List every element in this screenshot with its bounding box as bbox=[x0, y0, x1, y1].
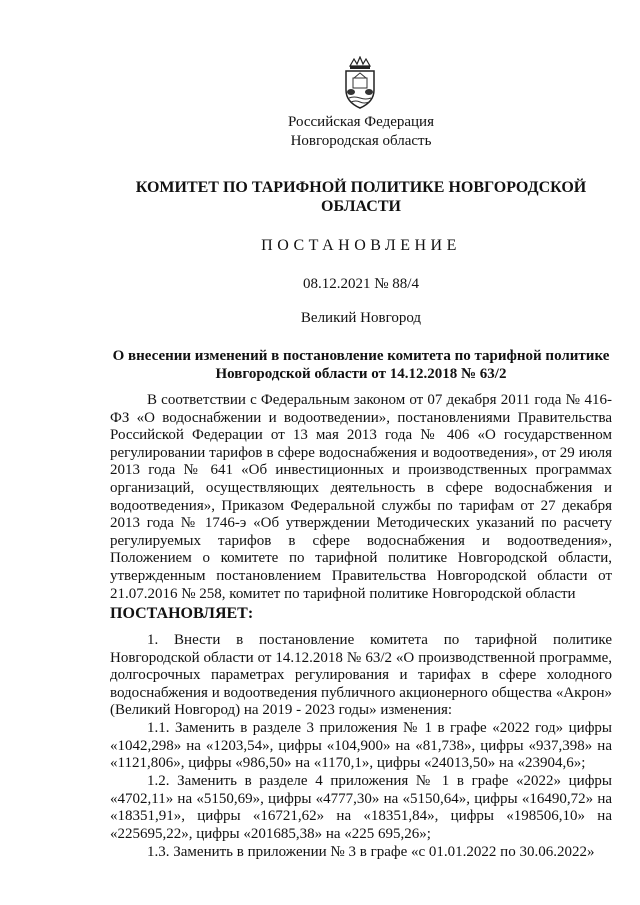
document-subject: О внесении изменений в постановление комитета по тарифной политике Новгородской области от 14.12.2018 № 63/2 bbox=[112, 348, 610, 382]
preamble-paragraph: В соответствии с Федеральным законом от 07 декабря 2011 года № 416-ФЗ «О водоснабжении и водоотведении», постановлениями Правительства Российской Федерации от 13 мая 2013 года № 406 «О государственном регулировании тарифов в сфере водоснабжения и водоотведения», от 29 июля 2013 года № 641 «Об инвестиционных и производственных программах организаций, осуществляющих деятельность в сфере водоснабжения и водоотведения», Приказом Федеральной службы по тарифам от 27 декабря 2013 года № 1746-э «Об утверждении Методических указаний по расчету регулируемых тарифов в сфере водоснабжения и водоотведения», Положением о комитете по тарифной политике Новгородской области, утвержденным постановлением Правительства Новгородской области от 21.07.2016 № 258, комитет по тарифной политике Новгородской области bbox=[110, 392, 612, 602]
decree-heading: ПОСТАНОВЛЯЕТ: bbox=[110, 605, 254, 622]
region-name: Новгородская область bbox=[290, 133, 432, 149]
document-type: ПОСТАНОВЛЕНИЕ bbox=[261, 237, 461, 254]
issuer-block bbox=[110, 113, 612, 151]
document-date-number: 08.12.2021 № 88/4 bbox=[303, 276, 419, 292]
clause-1-1: 1.1. Заменить в разделе 3 приложения № 1 в графе «2022 год» цифры «1042,298» на «1203,54», цифры «104,900» на «81,738», цифры «937,398» на «1121,806», цифры «986,50» на «1170,1», цифры «24013,50» на «23904,6»; bbox=[110, 720, 612, 772]
document-city: Великий Новгород bbox=[300, 310, 422, 326]
country-name: Российская Федерация bbox=[288, 114, 434, 130]
novgorod-coat-of-arms-icon bbox=[340, 56, 380, 110]
clause-1-2: 1.2. Заменить в разделе 4 приложения № 1 в графе «2022» цифры «4702,11» на «5150,69», цифры «4777,30» на «5150,64», цифры «16490,72» на «18351,91», цифры «16721,62» на «18351,84», цифры «198506,10» на «225695,22», цифры «201685,38» на «225 695,26»; bbox=[110, 773, 612, 842]
clause-1-3: 1.3. Заменить в приложении № 3 в графе «с 01.01.2022 по 30.06.2022» bbox=[147, 844, 595, 860]
committee-title: КОМИТЕТ ПО ТАРИФНОЙ ПОЛИТИКЕ НОВГОРОДСКОЙ ОБЛАСТИ bbox=[135, 179, 587, 215]
clause-1: 1. Внести в постановление комитета по тарифной политике Новгородской области от 14.12.2018 № 63/2 «О производственной программе, долгосрочных параметрах регулирования и тарифах в сфере холодного водоснабжения и водоотведения публичного акционерного общества «Акрон» (Великий Новгород) на 2019 - 2023 годы» изменения: bbox=[110, 632, 612, 719]
